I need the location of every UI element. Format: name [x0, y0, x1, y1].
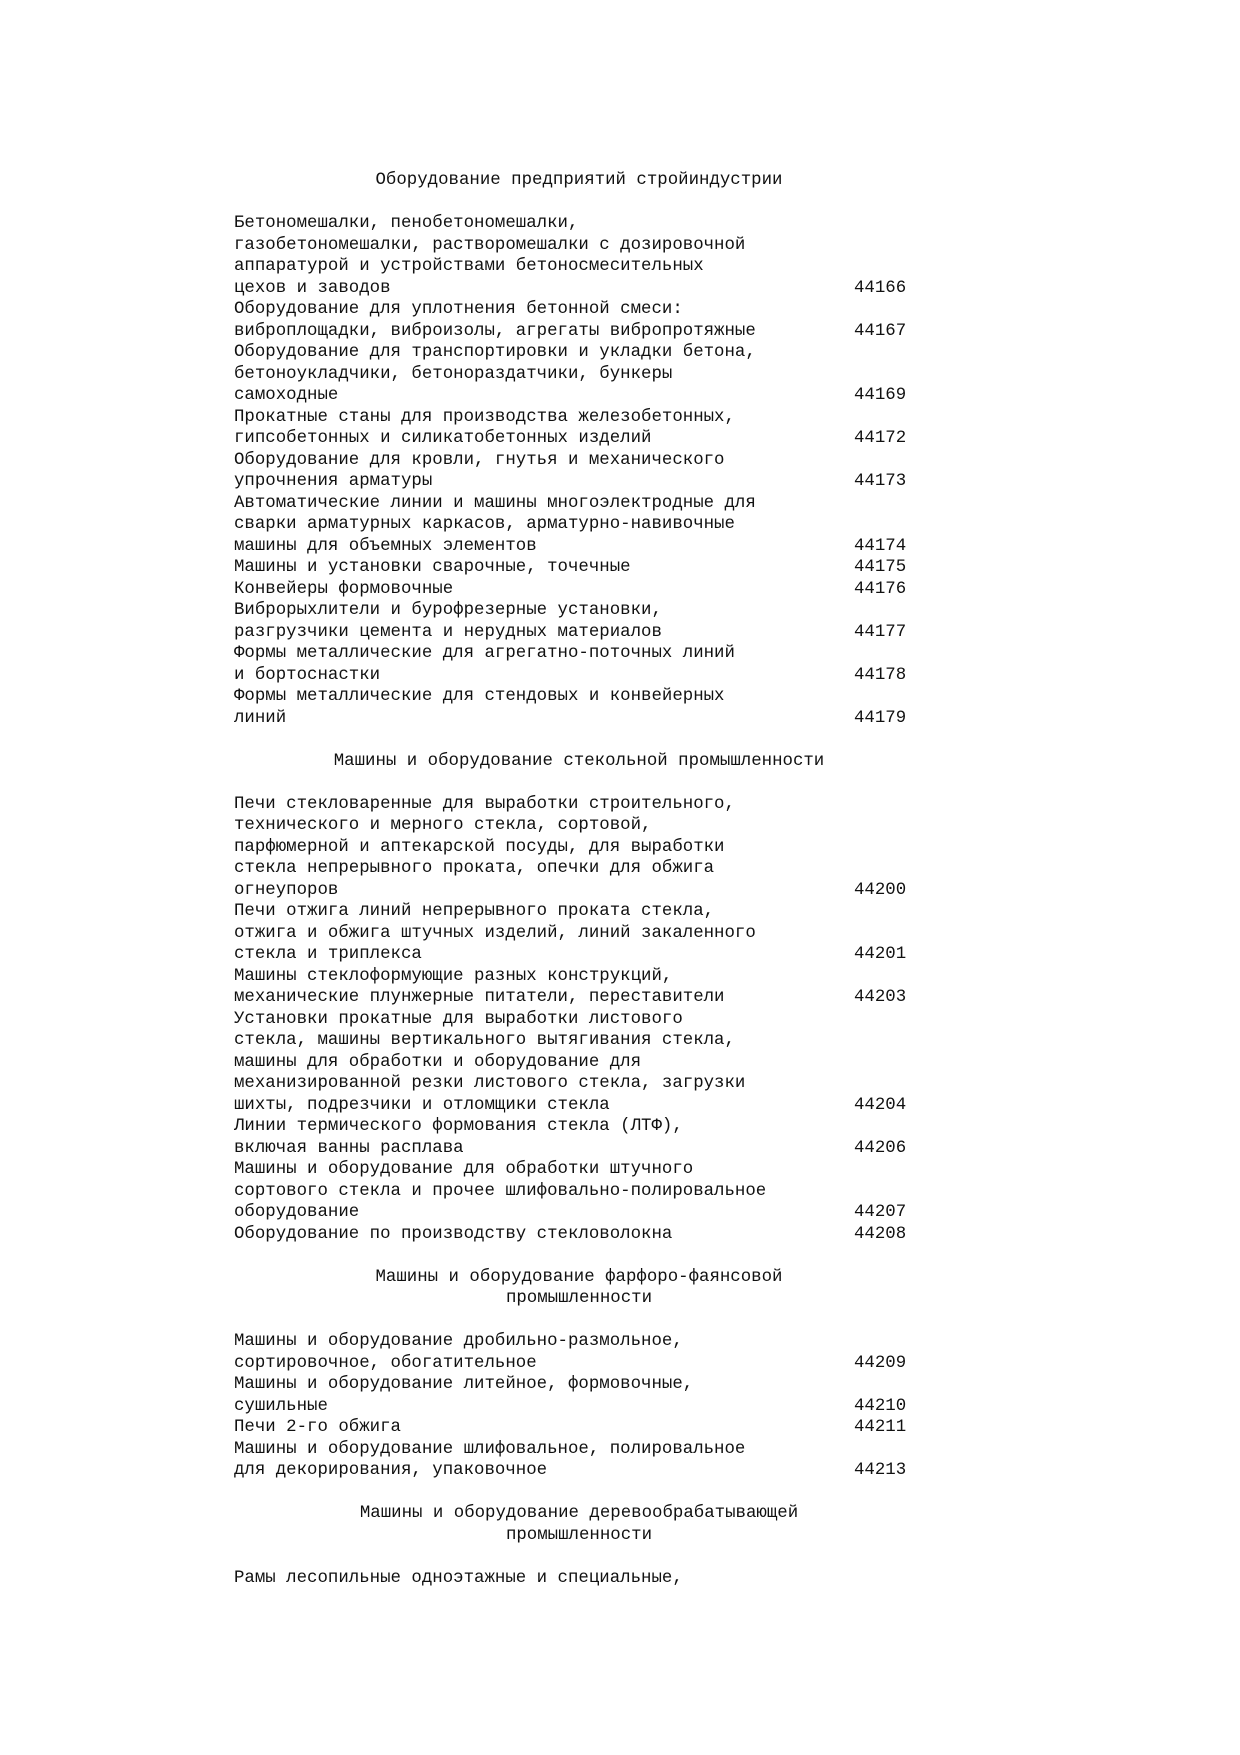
entry-text: Оборудование для уплотнения бетонной смеси:: [234, 300, 683, 319]
entry-line: [234, 407, 934, 429]
entry-code: 44204: [854, 1095, 907, 1115]
entry-text: машины для обработки и оборудование для: [234, 1052, 642, 1072]
entry-code: 44210: [854, 1396, 907, 1416]
entry-code: 44176: [854, 579, 907, 599]
entry-line: [234, 450, 934, 472]
entry-line: [234, 299, 934, 321]
entry-line: [234, 1116, 934, 1138]
entry-text: Машины и установки сварочные, точечные: [234, 558, 631, 577]
entry-text: Оборудование для транспортировки и укладки бетона,: [234, 343, 756, 362]
entry-text: сортировочное, обогатительное: [234, 1353, 537, 1373]
section-heading: [234, 170, 924, 192]
entry-line: [234, 1353, 934, 1375]
entry-text: гипсобетонных и силикатобетонных изделий: [234, 429, 652, 448]
entry-text: и бортоснастки: [234, 665, 381, 685]
entry-code: 44206: [854, 1138, 907, 1158]
section-heading-line: Машины и оборудование деревообрабатывающей: [359, 1504, 799, 1523]
entry-code: 44177: [854, 622, 907, 642]
entry-line: [234, 1460, 934, 1482]
entry-text: механические плунжерные питатели, переставители: [234, 988, 725, 1007]
entry-text: Установки прокатные для выработки листового: [234, 1009, 683, 1029]
entry-line: [234, 493, 934, 515]
entry-text: отжига и обжига штучных изделий, линий закаленного: [234, 923, 756, 943]
entry-text: технического и мерного стекла, сортовой,: [234, 816, 652, 835]
entry-text: Автоматические линии и машины многоэлектродные для: [234, 493, 756, 513]
entry-code: 44172: [854, 429, 907, 448]
entry-line: [234, 708, 934, 730]
entry-text: для декорирования, упаковочное: [234, 1461, 548, 1480]
list-item: [234, 1374, 934, 1417]
entry-line: [234, 342, 934, 364]
spacer: [234, 1245, 934, 1267]
entry-text: упрочнения арматуры: [234, 472, 433, 491]
entry-line: [234, 880, 934, 902]
entry-text: аппаратурой и устройствами бетоносмесительных: [234, 257, 704, 276]
spacer: [234, 1482, 934, 1504]
entry-line: [234, 1138, 934, 1160]
list-item: [234, 1009, 934, 1117]
entry-text: Оборудование по производству стекловолокна: [234, 1224, 673, 1244]
entry-line: [234, 858, 934, 880]
entry-text: Прокатные станы для производства железобетонных,: [234, 407, 735, 427]
section-heading-line: промышленности: [505, 1525, 653, 1545]
entry-line: [234, 1052, 934, 1074]
entry-text: механизированной резки листового стекла, загрузки: [234, 1074, 746, 1093]
entry-text: стекла, машины вертикального вытягивания стекла,: [234, 1031, 735, 1050]
section-heading: [234, 1503, 924, 1546]
entry-text: Рамы лесопильные одноэтажные и специальные,: [234, 1568, 683, 1588]
entry-line: [234, 1568, 934, 1590]
list-item: [234, 901, 934, 966]
section-heading-line: Машины и оборудование стекольной промышленности: [333, 751, 825, 771]
entry-text: огнеупоров: [234, 880, 339, 900]
entry-line: [234, 944, 934, 966]
entry-line: [234, 686, 934, 708]
entry-text: Виброрыхлители и бурофрезерные установки,: [234, 601, 662, 620]
section-heading: [234, 751, 924, 773]
entry-line: [234, 471, 934, 493]
entry-text: Машины и оборудование для обработки штучного: [234, 1160, 694, 1179]
entry-line: [234, 514, 934, 536]
entry-line: [234, 665, 934, 687]
entry-line: [234, 600, 934, 622]
entry-text: Линии термического формования стекла (ЛТФ),: [234, 1117, 683, 1136]
entry-text: сортового стекла и прочее шлифовально-полировальное: [234, 1181, 767, 1201]
entry-code: 44178: [854, 665, 907, 685]
entry-text: бетоноукладчики, бетонораздатчики, бункеры: [234, 364, 673, 384]
entry-text: Формы металлические для агрегатно-поточных линий: [234, 644, 735, 663]
entry-text: Машины и оборудование шлифовальное, полировальное: [234, 1439, 746, 1459]
entry-text: Конвейеры формовочные: [234, 579, 454, 599]
entry-code: 44201: [854, 945, 907, 964]
entry-text: цехов и заводов: [234, 278, 391, 298]
entry-code: 44174: [854, 536, 907, 556]
entry-line: [234, 385, 934, 407]
entry-line: [234, 321, 934, 343]
entry-line: [234, 1417, 934, 1439]
list-item: [234, 579, 934, 601]
entry-text: самоходные: [234, 386, 339, 405]
entry-line: [234, 536, 934, 558]
entry-line: [234, 278, 934, 300]
entry-line: [234, 987, 934, 1009]
entry-line: [234, 235, 934, 257]
entry-line: [234, 1181, 934, 1203]
entry-code: 44179: [854, 708, 907, 728]
spacer: [234, 772, 934, 794]
entry-line: [234, 1439, 934, 1461]
entry-line: [234, 1374, 934, 1396]
entry-text: шихты, подрезчики и отломщики стекла: [234, 1095, 610, 1115]
list-item: [234, 643, 934, 686]
list-item: [234, 450, 934, 493]
list-item: [234, 557, 934, 579]
list-item: [234, 1116, 934, 1159]
list-item: [234, 1331, 934, 1374]
entry-code: 44213: [854, 1461, 907, 1480]
entry-line: [234, 428, 934, 450]
entry-line: [234, 1009, 934, 1031]
entry-text: Машины и оборудование литейное, формовочные,: [234, 1375, 694, 1394]
entry-line: [234, 1224, 934, 1246]
list-item: [234, 1439, 934, 1482]
entry-text: разгрузчики цемента и нерудных материалов: [234, 622, 662, 642]
entry-code: 44173: [854, 472, 907, 491]
entry-line: [234, 1202, 934, 1224]
list-item: [234, 1417, 934, 1439]
entry-code: 44167: [854, 321, 907, 341]
list-item: [234, 493, 934, 558]
entry-line: [234, 815, 934, 837]
entry-line: [234, 1030, 934, 1052]
list-item: [234, 1159, 934, 1224]
entry-line: [234, 364, 934, 386]
entry-code: 44209: [854, 1353, 907, 1373]
entry-line: [234, 837, 934, 859]
entry-code: 44203: [854, 988, 907, 1007]
entry-line: [234, 1159, 934, 1181]
list-item: [234, 794, 934, 902]
entry-text: стекла и триплекса: [234, 945, 422, 964]
section-heading: [234, 1267, 924, 1310]
entry-line: [234, 1095, 934, 1117]
entry-line: [234, 1073, 934, 1095]
section-heading-line: промышленности: [505, 1289, 653, 1308]
entry-code: 44211: [854, 1418, 907, 1437]
entry-code: 44166: [854, 278, 907, 298]
entry-text: виброплощадки, виброизолы, агрегаты вибропротяжные: [234, 321, 756, 341]
entry-line: [234, 966, 934, 988]
section-heading-line: Машины и оборудование фарфоро-фаянсовой: [375, 1267, 783, 1287]
section-heading-line: Оборудование предприятий стройиндустрии: [375, 171, 783, 190]
entry-text: Печи отжига линий непрерывного проката стекла,: [234, 902, 715, 921]
entry-line: [234, 256, 934, 278]
entry-code: 44175: [854, 558, 907, 577]
list-item: [234, 686, 934, 729]
document-body: [234, 170, 934, 1589]
entry-line: [234, 557, 934, 579]
entry-code: 44208: [854, 1224, 907, 1244]
entry-text: газобетономешалки, растворомешалки с дозировочной: [234, 235, 746, 255]
entry-line: [234, 794, 934, 816]
entry-code: 44200: [854, 880, 907, 900]
list-item: [234, 1568, 934, 1590]
entry-text: стекла непрерывного проката, опечки для обжига: [234, 859, 715, 878]
list-item: [234, 342, 934, 407]
list-item: [234, 213, 934, 299]
entry-text: Оборудование для кровли, гнутья и механического: [234, 450, 725, 470]
list-item: [234, 1224, 934, 1246]
entry-line: [234, 213, 934, 235]
entry-line: [234, 1396, 934, 1418]
entry-line: [234, 579, 934, 601]
list-item: [234, 407, 934, 450]
entry-text: включая ванны расплава: [234, 1138, 464, 1158]
entry-text: Печи стекловаренные для выработки строительного,: [234, 794, 735, 814]
entry-text: сушильные: [234, 1396, 328, 1416]
entry-text: Формы металлические для стендовых и конвейерных: [234, 687, 725, 706]
spacer: [234, 1546, 934, 1568]
entry-code: 44169: [854, 386, 907, 405]
entry-text: Бетономешалки, пенобетономешалки,: [234, 214, 579, 233]
list-item: [234, 966, 934, 1009]
entry-line: [234, 643, 934, 665]
entry-code: 44207: [854, 1203, 907, 1222]
entry-text: машины для объемных элементов: [234, 536, 537, 556]
entry-line: [234, 923, 934, 945]
entry-text: Печи 2-го обжига: [234, 1418, 401, 1437]
entry-text: линий: [234, 708, 287, 728]
entry-text: оборудование: [234, 1203, 360, 1222]
entry-text: сварки арматурных каркасов, арматурно-навивочные: [234, 515, 735, 534]
spacer: [234, 729, 934, 751]
entry-line: [234, 901, 934, 923]
entry-line: [234, 1331, 934, 1353]
entry-line: [234, 622, 934, 644]
entry-text: парфюмерной и аптекарской посуды, для выработки: [234, 837, 725, 857]
spacer: [234, 1310, 934, 1332]
list-item: [234, 600, 934, 643]
list-item: [234, 299, 934, 342]
entry-text: Машины стеклоформующие разных конструкций,: [234, 966, 673, 986]
spacer: [234, 192, 934, 214]
entry-text: Машины и оборудование дробильно-размольное,: [234, 1332, 683, 1351]
